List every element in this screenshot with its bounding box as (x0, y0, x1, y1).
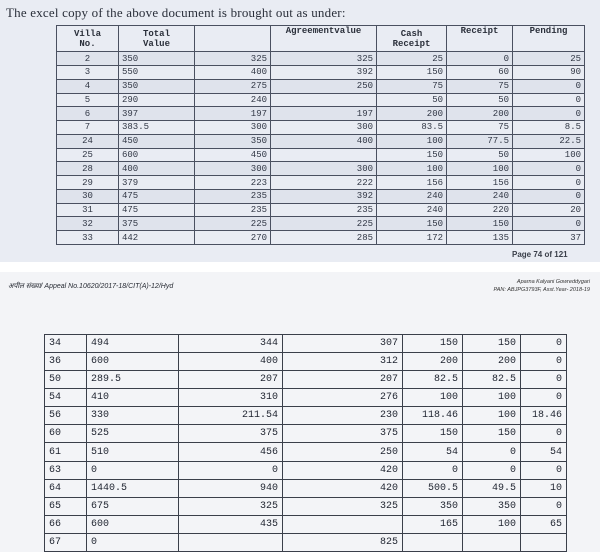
table-cell: 442 (119, 231, 195, 245)
table-cell: 285 (271, 231, 377, 245)
table-cell: 100 (403, 389, 463, 407)
table-cell (403, 533, 463, 551)
table-cell: 150 (463, 425, 521, 443)
table-cell: 6 (57, 107, 119, 121)
table-cell: 211.54 (179, 407, 283, 425)
table-cell: 83.5 (377, 121, 447, 135)
table-cell: 25 (377, 52, 447, 66)
table-cell: 400 (195, 66, 271, 80)
table-cell: 456 (179, 443, 283, 461)
table-cell: 0 (513, 217, 585, 231)
table-cell: 350 (195, 134, 271, 148)
page-number: Page 74 of 121 (512, 250, 568, 259)
table-cell: 344 (179, 335, 283, 353)
table-cell: 1440.5 (87, 479, 179, 497)
table-cell: 150 (403, 335, 463, 353)
table-cell: 325 (283, 497, 403, 515)
table-cell: 392 (271, 66, 377, 80)
table-cell: 350 (403, 497, 463, 515)
table-cell: 0 (521, 353, 567, 371)
table-cell: 0 (513, 176, 585, 190)
table-cell: 63 (45, 461, 87, 479)
table-cell: 200 (403, 353, 463, 371)
table-cell: 375 (119, 217, 195, 231)
table-cell: 500.5 (403, 479, 463, 497)
table-cell: 118.46 (403, 407, 463, 425)
table-cell: 375 (179, 425, 283, 443)
table-cell: 0 (521, 389, 567, 407)
assessee-info (420, 278, 590, 294)
table-cell: 100 (463, 515, 521, 533)
table-cell: 61 (45, 443, 87, 461)
table-row (45, 389, 567, 407)
table-cell: 207 (283, 371, 403, 389)
intro-text: The excel copy of the above document is brought out as under: (6, 5, 346, 20)
table-cell: 28 (57, 162, 119, 176)
table-cell: 825 (283, 533, 403, 551)
table-cell: 60 (45, 425, 87, 443)
table-cell: 0 (513, 79, 585, 93)
table-cell: 289.5 (87, 371, 179, 389)
table-cell: 325 (271, 52, 377, 66)
assessee-pan: PAN: ABJPG3793F, Asst.Year- 2018-19 (493, 287, 590, 293)
table-cell: 37 (513, 231, 585, 245)
table-cell: 940 (179, 479, 283, 497)
villa-table-bottom (44, 334, 567, 552)
table-cell: 172 (377, 231, 447, 245)
table-cell: 400 (179, 353, 283, 371)
table-cell: 0 (513, 189, 585, 203)
table-cell: 66 (45, 515, 87, 533)
table-cell: 150 (377, 66, 447, 80)
table-cell: 450 (119, 134, 195, 148)
table-cell: 240 (377, 203, 447, 217)
table-cell: 2 (57, 52, 119, 66)
table-row (45, 533, 567, 551)
table-cell: 200 (447, 107, 513, 121)
table-cell: 225 (195, 217, 271, 231)
table-cell: 300 (271, 162, 377, 176)
table-cell: 77.5 (447, 134, 513, 148)
table-cell: 65 (521, 515, 567, 533)
table-cell (271, 93, 377, 107)
table-row (57, 79, 585, 93)
table-cell: 20 (513, 203, 585, 217)
table-cell: 0 (513, 162, 585, 176)
table-cell: 100 (463, 407, 521, 425)
table-row (57, 203, 585, 217)
table-cell: 18.46 (521, 407, 567, 425)
table-row (45, 461, 567, 479)
table-cell: 300 (195, 162, 271, 176)
header-total-value: Total Value (119, 26, 195, 52)
table-cell: 475 (119, 189, 195, 203)
table-cell: 29 (57, 176, 119, 190)
table-cell: 54 (403, 443, 463, 461)
table-cell (271, 148, 377, 162)
table-cell: 350 (463, 497, 521, 515)
table-cell: 250 (271, 79, 377, 93)
table-cell: 225 (271, 217, 377, 231)
table-cell: 150 (447, 217, 513, 231)
table-cell: 10 (521, 479, 567, 497)
table-cell: 276 (283, 389, 403, 407)
table-cell: 410 (87, 389, 179, 407)
header-agreement-value: Agreementvalue (271, 26, 377, 52)
table-cell: 0 (403, 461, 463, 479)
table-cell: 379 (119, 176, 195, 190)
table-cell: 8.5 (513, 121, 585, 135)
table-cell: 34 (45, 335, 87, 353)
table-cell: 100 (377, 134, 447, 148)
table-cell: 24 (57, 134, 119, 148)
table-cell: 25 (513, 52, 585, 66)
table-cell: 150 (403, 425, 463, 443)
table-row (45, 371, 567, 389)
appeal-number: अपील संख्या/ Appeal No.10620/2017-18/CIT(A)-12/Hyd (8, 283, 174, 290)
table-cell: 450 (195, 148, 271, 162)
table-row (45, 515, 567, 533)
table-cell: 64 (45, 479, 87, 497)
scanned-page-top (0, 0, 600, 262)
table-cell: 30 (57, 189, 119, 203)
table-cell: 325 (195, 52, 271, 66)
table-cell: 230 (283, 407, 403, 425)
table-cell: 31 (57, 203, 119, 217)
table-row (57, 148, 585, 162)
table-cell: 300 (271, 121, 377, 135)
table-cell: 400 (271, 134, 377, 148)
assessee-name: Aparna Kalyani Gowreddygari (516, 279, 590, 285)
table-cell: 510 (87, 443, 179, 461)
table-cell: 270 (195, 231, 271, 245)
table-cell: 307 (283, 335, 403, 353)
table-cell: 65 (45, 497, 87, 515)
page-gap (0, 262, 600, 272)
table-cell: 240 (377, 189, 447, 203)
table-cell: 100 (463, 389, 521, 407)
table-cell: 550 (119, 66, 195, 80)
table-cell: 525 (87, 425, 179, 443)
table-row (57, 231, 585, 245)
table-cell: 150 (463, 335, 521, 353)
table-cell: 25 (57, 148, 119, 162)
table-cell: 67 (45, 533, 87, 551)
table-cell: 82.5 (463, 371, 521, 389)
table-cell: 150 (377, 217, 447, 231)
table-cell: 32 (57, 217, 119, 231)
table-cell: 0 (87, 533, 179, 551)
table-row (45, 407, 567, 425)
table-cell: 250 (283, 443, 403, 461)
table-cell: 675 (87, 497, 179, 515)
table-cell (521, 533, 567, 551)
table-cell: 75 (377, 79, 447, 93)
table-cell: 0 (463, 461, 521, 479)
table-cell: 350 (119, 52, 195, 66)
table-cell: 100 (513, 148, 585, 162)
table-cell: 156 (377, 176, 447, 190)
table-row (45, 479, 567, 497)
table-cell: 150 (377, 148, 447, 162)
table-row (57, 189, 585, 203)
table-cell: 7 (57, 121, 119, 135)
table-cell: 400 (119, 162, 195, 176)
table-cell: 420 (283, 461, 403, 479)
table-cell: 235 (195, 189, 271, 203)
table-cell: 207 (179, 371, 283, 389)
table-cell: 0 (521, 425, 567, 443)
table-cell: 75 (447, 121, 513, 135)
table-row (57, 107, 585, 121)
table-cell: 135 (447, 231, 513, 245)
table-cell: 90 (513, 66, 585, 80)
scanned-page-bottom (0, 272, 600, 552)
table-row (57, 217, 585, 231)
table-cell: 0 (87, 461, 179, 479)
table-cell: 435 (179, 515, 283, 533)
table-cell: 50 (377, 93, 447, 107)
table-cell: 240 (195, 93, 271, 107)
table-cell: 220 (447, 203, 513, 217)
villa-table-top (56, 25, 585, 245)
table-cell: 200 (463, 353, 521, 371)
table-cell: 22.5 (513, 134, 585, 148)
table-cell: 0 (447, 52, 513, 66)
table-cell: 0 (521, 497, 567, 515)
table-cell: 0 (513, 107, 585, 121)
table-cell: 156 (447, 176, 513, 190)
table-row (45, 353, 567, 371)
table-cell: 3 (57, 66, 119, 80)
table-cell: 0 (521, 461, 567, 479)
header-villa-no: Villa No. (57, 26, 119, 52)
header-cash-receipt: Cash Receipt (377, 26, 447, 52)
table-cell (179, 533, 283, 551)
table-cell: 0 (513, 93, 585, 107)
table-cell: 222 (271, 176, 377, 190)
table-cell: 0 (521, 371, 567, 389)
table-cell: 600 (87, 515, 179, 533)
table-cell: 600 (119, 148, 195, 162)
table-cell: 165 (403, 515, 463, 533)
table-cell: 200 (377, 107, 447, 121)
table-cell: 60 (447, 66, 513, 80)
table-cell: 312 (283, 353, 403, 371)
table-cell: 49.5 (463, 479, 521, 497)
table-cell: 54 (521, 443, 567, 461)
table-cell: 240 (447, 189, 513, 203)
table-row (57, 93, 585, 107)
table-cell: 5 (57, 93, 119, 107)
table-row (57, 52, 585, 66)
table-cell: 0 (179, 461, 283, 479)
table-cell: 475 (119, 203, 195, 217)
table-cell: 235 (195, 203, 271, 217)
table-cell: 50 (45, 371, 87, 389)
table-cell: 383.5 (119, 121, 195, 135)
table-cell: 0 (463, 443, 521, 461)
table-cell: 197 (271, 107, 377, 121)
header-blank (195, 26, 271, 52)
table-row (57, 121, 585, 135)
header-receipt: Receipt (447, 26, 513, 52)
table-row (45, 425, 567, 443)
table-cell: 600 (87, 353, 179, 371)
table-cell: 100 (377, 162, 447, 176)
table-cell: 350 (119, 79, 195, 93)
table-cell: 0 (521, 335, 567, 353)
table-cell: 494 (87, 335, 179, 353)
table-cell: 325 (179, 497, 283, 515)
table-cell: 290 (119, 93, 195, 107)
header-pending: Pending (513, 26, 585, 52)
table-row (45, 497, 567, 515)
table-cell: 4 (57, 79, 119, 93)
table-cell: 420 (283, 479, 403, 497)
table-row (57, 176, 585, 190)
table-cell: 36 (45, 353, 87, 371)
table-cell: 375 (283, 425, 403, 443)
table-cell: 223 (195, 176, 271, 190)
table-row (57, 162, 585, 176)
table-cell (283, 515, 403, 533)
table-cell: 33 (57, 231, 119, 245)
table-cell: 330 (87, 407, 179, 425)
table-cell: 75 (447, 79, 513, 93)
table-row (57, 66, 585, 80)
table-cell: 197 (195, 107, 271, 121)
table-cell: 50 (447, 148, 513, 162)
table-cell: 300 (195, 121, 271, 135)
table-cell: 235 (271, 203, 377, 217)
table-cell: 397 (119, 107, 195, 121)
table-cell: 100 (447, 162, 513, 176)
table-cell: 50 (447, 93, 513, 107)
table-row (57, 134, 585, 148)
table-cell (463, 533, 521, 551)
table-cell: 275 (195, 79, 271, 93)
table-cell: 310 (179, 389, 283, 407)
table-cell: 82.5 (403, 371, 463, 389)
table-row (45, 443, 567, 461)
table-row (45, 335, 567, 353)
table-cell: 392 (271, 189, 377, 203)
table-cell: 54 (45, 389, 87, 407)
table-cell: 56 (45, 407, 87, 425)
